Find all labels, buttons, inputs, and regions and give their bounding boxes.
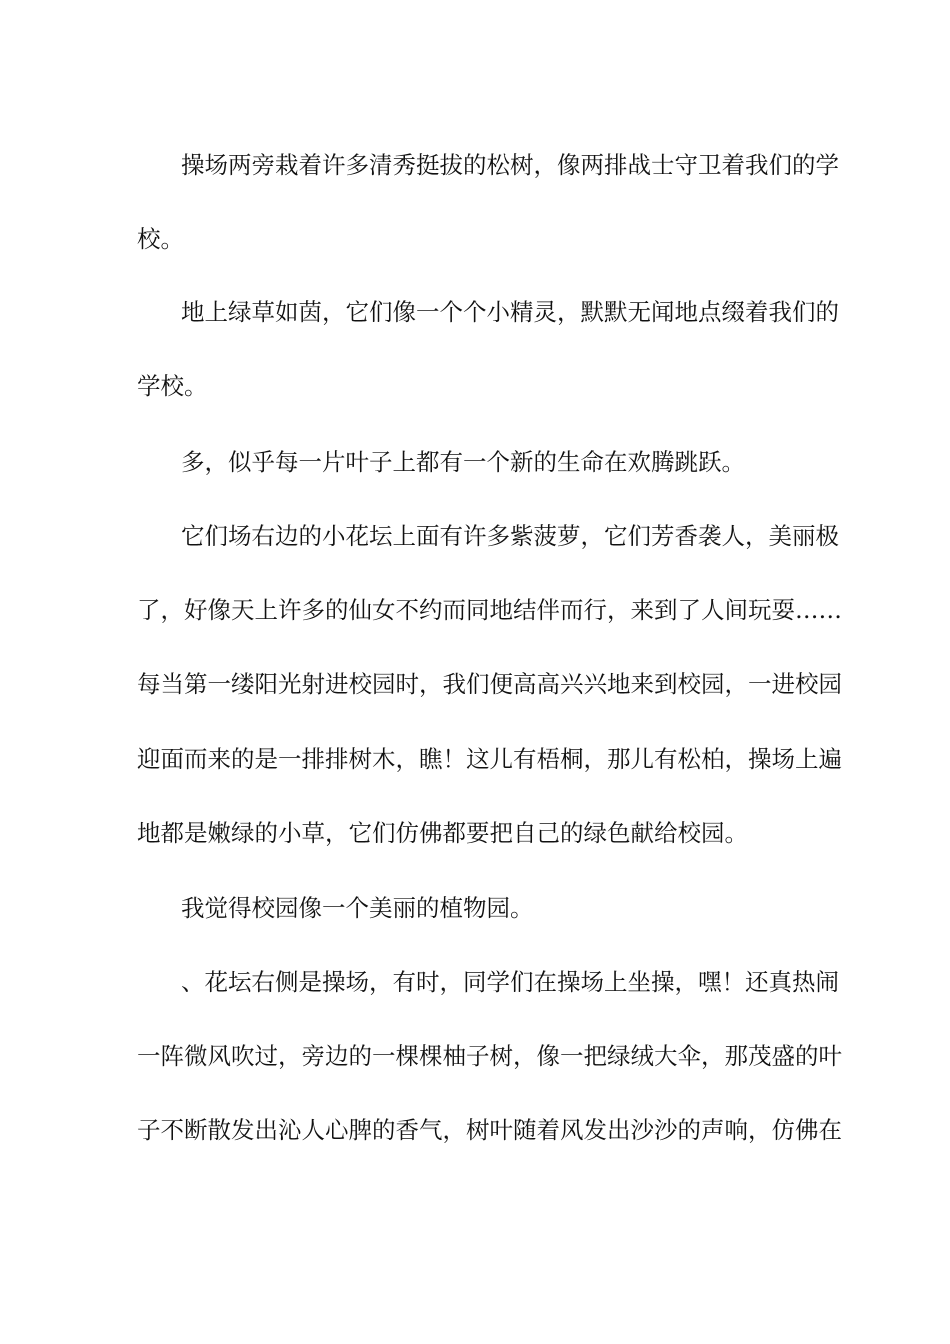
paragraph-3-line-1: 多，似乎每一片叶子上都有一个新的生命在欢腾跳跃。	[181, 448, 745, 476]
paragraph-2-line-1: 地上绿草如茵，它们像一个个小精灵，默默无闻地点缀着我们的	[181, 298, 839, 326]
paragraph-4-line-4: 迎面而来的是一排排树木，瞧！这儿有梧桐，那儿有松柏，操场上遍	[137, 745, 842, 773]
paragraph-4-line-5: 地都是嫩绿的小草，它们仿佛都要把自己的绿色献给校园。	[137, 819, 748, 847]
paragraph-6-line-3: 子不断散发出沁人心脾的香气，树叶随着风发出沙沙的声响，仿佛在	[137, 1116, 842, 1144]
paragraph-2-line-2: 学校。	[137, 372, 208, 400]
paragraph-4-line-1: 它们场右边的小花坛上面有许多紫菠萝，它们芳香袭人，美丽极	[181, 522, 839, 550]
paragraph-5-line-1: 我觉得校园像一个美丽的植物园。	[181, 894, 534, 922]
paragraph-6-line-2: 一阵微风吹过，旁边的一棵棵柚子树，像一把绿绒大伞，那茂盛的叶	[137, 1042, 842, 1070]
paragraph-1-line-2: 校。	[137, 225, 184, 253]
paragraph-6-line-1: 、花坛右侧是操场，有时，同学们在操场上坐操，嘿！还真热闹	[181, 968, 839, 996]
paragraph-4-line-3: 每当第一缕阳光射进校园时，我们便高高兴兴地来到校园，一进校园	[137, 670, 842, 698]
paragraph-1-line-1: 操场两旁栽着许多清秀挺拔的松树，像两排战士守卫着我们的学	[181, 151, 839, 179]
paragraph-4-line-2: 了，好像天上许多的仙女不约而同地结伴而行，来到了人间玩耍……	[137, 596, 842, 624]
